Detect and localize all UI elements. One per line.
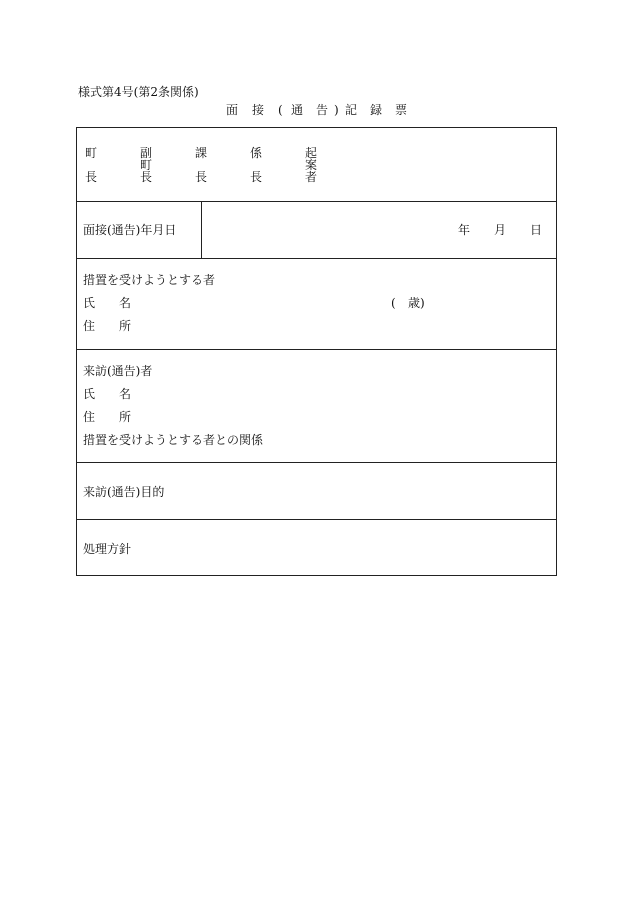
approval-char: 副 xyxy=(140,146,153,160)
approval-char: 長 xyxy=(85,170,98,184)
title-char: 告 xyxy=(316,103,329,117)
subject-address-label-char: 所 xyxy=(119,319,132,333)
subject-address-label-char: 住 xyxy=(83,319,96,333)
visitor-name-label-char: 氏 xyxy=(83,387,96,401)
approval-char: 町 xyxy=(140,158,153,172)
visit-purpose-label: 来訪(通告)目的 xyxy=(83,485,165,499)
row-divider xyxy=(77,349,556,350)
title-char: 録 xyxy=(370,103,383,117)
visitor-address-label-char: 所 xyxy=(119,410,132,424)
form-number: 様式第4号(第2条関係) xyxy=(78,85,199,99)
approval-char: 者 xyxy=(305,170,318,184)
visitor-heading: 来訪(通告)者 xyxy=(83,364,153,378)
approval-char: 係 xyxy=(250,146,263,160)
age-open-paren: ( xyxy=(391,296,396,310)
approval-char: 長 xyxy=(195,170,208,184)
month-label: 月 xyxy=(494,223,507,237)
interview-cell-divider xyxy=(201,201,202,258)
record-form-table xyxy=(76,127,557,576)
day-label: 日 xyxy=(530,223,543,237)
title-char: 通 xyxy=(291,103,304,117)
visitor-address-label-char: 住 xyxy=(83,410,96,424)
row-divider xyxy=(77,258,556,259)
interview-date-label: 面接(通告)年月日 xyxy=(83,223,177,237)
subject-name-label-char: 名 xyxy=(119,296,132,310)
approval-char: 起 xyxy=(305,146,318,160)
handling-policy-label: 処理方針 xyxy=(83,542,132,556)
approval-char: 長 xyxy=(250,170,263,184)
relation-label: 措置を受けようとする者との関係 xyxy=(83,433,264,447)
row-divider xyxy=(77,462,556,463)
title-char: ( xyxy=(278,103,283,117)
title-char: 記 xyxy=(345,103,358,117)
row-divider xyxy=(77,519,556,520)
age-label: 歳) xyxy=(408,296,425,310)
title-char: 面 xyxy=(226,103,239,117)
title-char: ) xyxy=(334,103,339,117)
subject-name-label-char: 氏 xyxy=(83,296,96,310)
approval-char: 長 xyxy=(140,170,153,184)
subject-heading: 措置を受けようとする者 xyxy=(83,273,216,287)
approval-char: 町 xyxy=(85,146,98,160)
year-label: 年 xyxy=(458,223,471,237)
title-char: 票 xyxy=(395,103,408,117)
visitor-name-label-char: 名 xyxy=(119,387,132,401)
title-char: 接 xyxy=(252,103,265,117)
approval-char: 課 xyxy=(195,146,208,160)
row-divider xyxy=(77,201,556,202)
approval-char: 案 xyxy=(305,158,318,172)
